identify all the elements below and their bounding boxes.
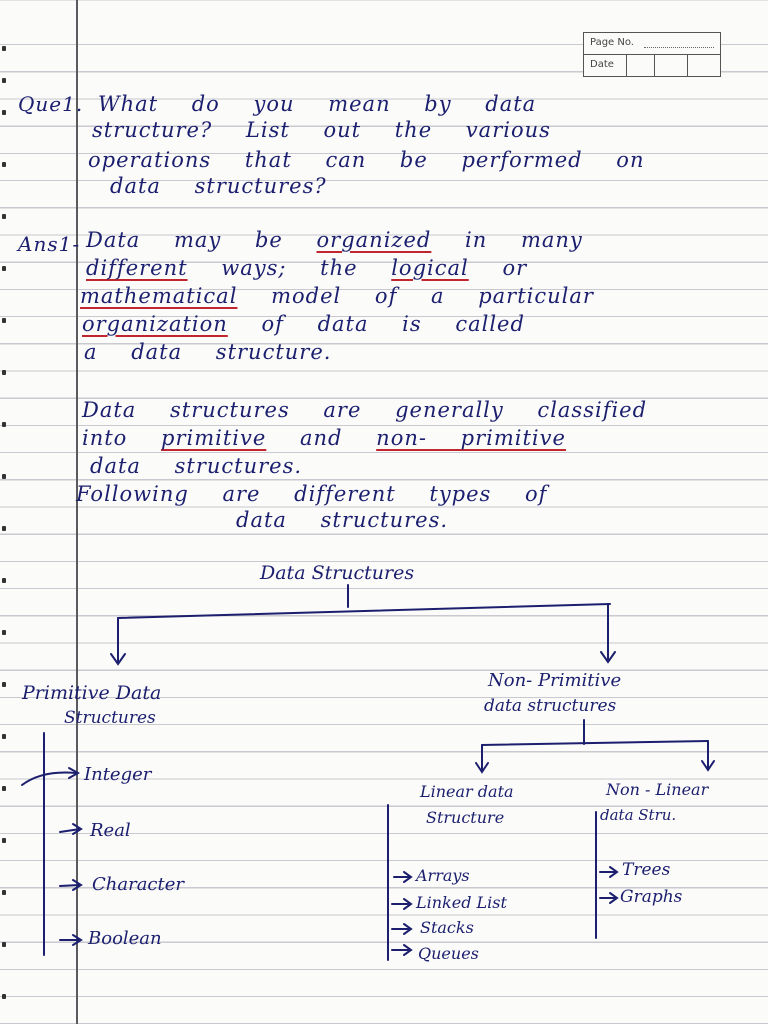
primitive-item: Boolean — [88, 928, 162, 949]
tree-root-label: Data Structures — [260, 562, 415, 584]
answer-text: Data may be — [86, 228, 283, 252]
question-line: structure? List out the various — [92, 118, 551, 142]
underlined-term: organized — [316, 228, 432, 252]
character-connector — [60, 885, 80, 886]
answer-line: Data structures are generally classified — [82, 398, 648, 422]
underlined-term: different — [86, 256, 188, 280]
underlined-term: primitive — [161, 426, 267, 450]
nonprimitive-title: data structures — [484, 696, 617, 716]
answer-text: of data is called — [261, 312, 525, 336]
nonprimitive-branch — [482, 741, 708, 745]
answer-line: a data structure. — [84, 340, 332, 364]
nonlinear-item: Trees — [622, 860, 671, 880]
answer-line: Following are different types of — [76, 482, 548, 506]
answer-text: and — [299, 426, 343, 450]
page-number-label: Page No. — [590, 37, 634, 48]
linear-item: Arrays — [416, 866, 470, 885]
linear-item: Linked List — [416, 893, 507, 912]
nonlinear-item: Graphs — [620, 887, 683, 907]
answer-text: or — [502, 256, 528, 280]
question-line: operations that can be performed on — [88, 148, 645, 172]
primitive-item: Character — [92, 874, 185, 895]
linear-item: Queues — [418, 944, 479, 963]
underlined-term: logical — [391, 256, 469, 280]
answer-text: ways; the — [221, 256, 358, 280]
answer-text: model of a particular — [271, 284, 594, 308]
underlined-term: mathematical — [80, 284, 238, 308]
nonlinear-title: data Stru. — [600, 806, 677, 824]
linear-item: Stacks — [420, 918, 474, 937]
linear-title: Structure — [426, 808, 505, 827]
linear-title: Linear data — [420, 782, 514, 801]
root-branch — [118, 604, 610, 618]
answer-line: data structures. — [236, 508, 449, 532]
primitive-item: Real — [90, 820, 131, 841]
underlined-term: organization — [82, 312, 228, 336]
answer-marker: Ans1- — [18, 232, 81, 256]
answer-text: in many — [465, 228, 583, 252]
integer-connector — [22, 773, 76, 786]
question-line: data structures? — [110, 174, 327, 198]
primitive-title: Structures — [64, 708, 156, 728]
answer-line: data structures. — [90, 454, 303, 478]
nonlinear-title: Non - Linear — [606, 780, 709, 799]
question-marker: Que1. — [18, 92, 84, 116]
date-label: Date — [590, 59, 614, 70]
answer-text: into — [82, 426, 128, 450]
primitive-item: Integer — [84, 764, 152, 785]
primitive-title: Primitive Data — [22, 682, 162, 704]
nonprimitive-title: Non- Primitive — [488, 670, 622, 691]
question-line: What do you mean by data — [98, 92, 537, 116]
underlined-term: non- primitive — [376, 426, 566, 450]
